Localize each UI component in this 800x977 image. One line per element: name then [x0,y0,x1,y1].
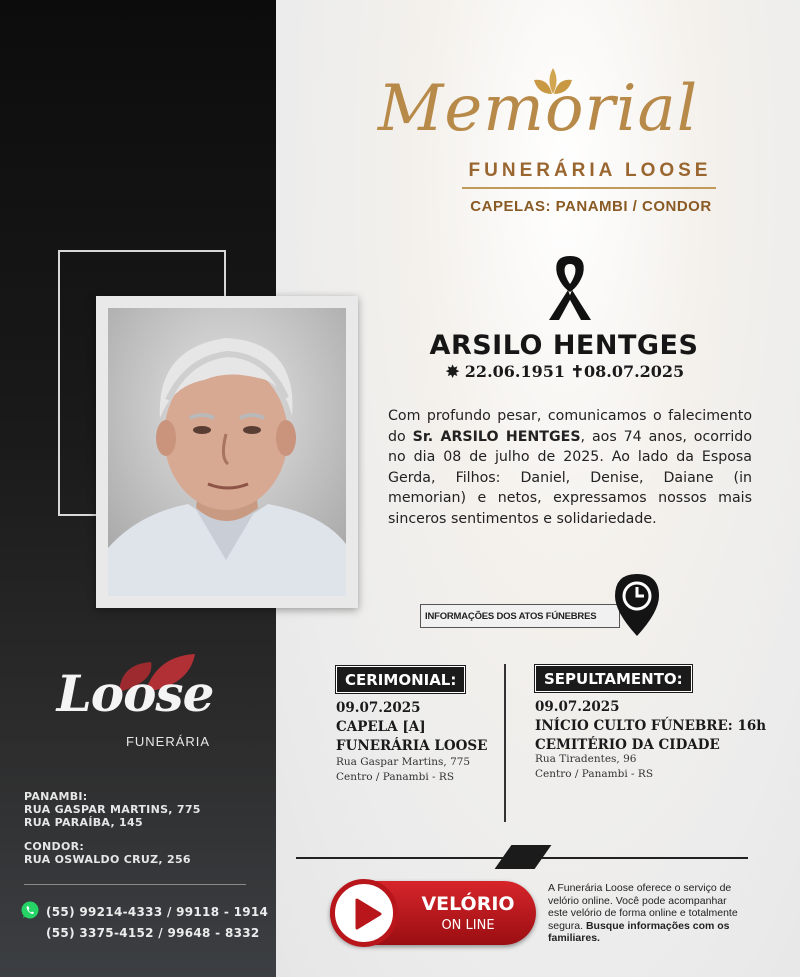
play-icon [353,897,383,931]
panambi-address-2: RUA PARAÍBA, 145 [24,816,143,829]
velorio-title: VELÓRIO [421,893,515,915]
column-divider [504,664,506,822]
loose-logo: Loose [56,664,214,723]
location-clock-icon [612,572,662,638]
portrait-illustration [108,308,346,596]
velorio-description-text: A Funerária Loose oferece o serviço de velório online. Você pode acompanhar este velório de forma online e totalmente segura. [548,882,738,932]
ceremonial-place-1: CAPELA [A] [336,719,426,735]
photo-card [96,296,358,608]
memorial-title: Memorial [377,72,699,146]
velorio-description [548,882,748,945]
burial-label: SEPULTAMENTO: [535,665,692,692]
burial-service-time: INÍCIO CULTO FÚNEBRE: 16h [535,718,767,734]
message-part-2: , aos 74 anos, ocorrido no dia 08 de julho de 2025. Ao lado da Esposa Gerda, Filhos: Daniel, Denise, Daiane (in memorian) e netos, expressamos nossos mais sinceros sentimentos e solidariedade. [388,428,752,527]
burial-date: 09.07.2025 [535,699,620,715]
ceremonial-place-2: FUNERÁRIA LOOSE [336,738,488,754]
birth-star-icon: ✸ [445,362,460,381]
burial-place: CEMITÉRIO DA CIDADE [535,737,720,753]
divider-line [462,187,716,189]
panambi-label: PANAMBI: [24,790,88,803]
birth-date: 22.06.1951 [464,362,565,381]
burial-address-2: Centro / Panambi - RS [535,768,654,780]
velorio-online-button[interactable] [330,881,536,945]
death-date: 08.07.2025 [583,362,685,381]
ceremonial-address-2: Centro / Panambi - RS [336,771,455,783]
ceremonial-date: 09.07.2025 [336,700,421,716]
brand-name: FUNERÁRIA LOOSE [468,160,712,181]
play-circle [330,879,398,947]
velorio-subtitle: ON LINE [441,918,495,933]
ceremonial-label: CERIMONIAL: [336,666,465,693]
death-cross-icon: ✝ [570,362,584,381]
chapels-label: CAPELAS: PANAMBI / CONDOR [470,198,712,215]
deceased-photo [108,308,346,596]
condolence-message [388,406,752,529]
phone-line-2[interactable]: (55) 3375-4152 / 99648 - 8332 [46,926,260,940]
whatsapp-icon [20,900,40,920]
loose-logo-subtitle: FUNERÁRIA [125,734,211,749]
deceased-name: ARSILO HENTGES [429,330,699,361]
phone-line-1[interactable]: (55) 99214-4333 / 99118 - 1914 [46,905,269,919]
mourning-ribbon-icon [543,252,597,324]
message-part-1: Com profundo pesar, comunicamos o falecimento do [388,408,752,445]
ceremonial-address-1: Rua Gaspar Martins, 775 [336,756,471,768]
burial-address-1: Rua Tiradentes, 96 [535,753,637,765]
message-name: Sr. ARSILO HENTGES [412,428,581,445]
condor-address: RUA OSWALDO CRUZ, 256 [24,853,191,866]
life-dates [440,362,690,381]
funeral-info-label: INFORMAÇÕES DOS ATOS FÚNEBRES [420,604,620,628]
panambi-address-1: RUA GASPAR MARTINS, 775 [24,803,201,816]
left-divider [24,884,246,885]
velorio-description-bold: Busque informações com os familiares. [548,919,730,944]
condor-label: CONDOR: [24,840,85,853]
